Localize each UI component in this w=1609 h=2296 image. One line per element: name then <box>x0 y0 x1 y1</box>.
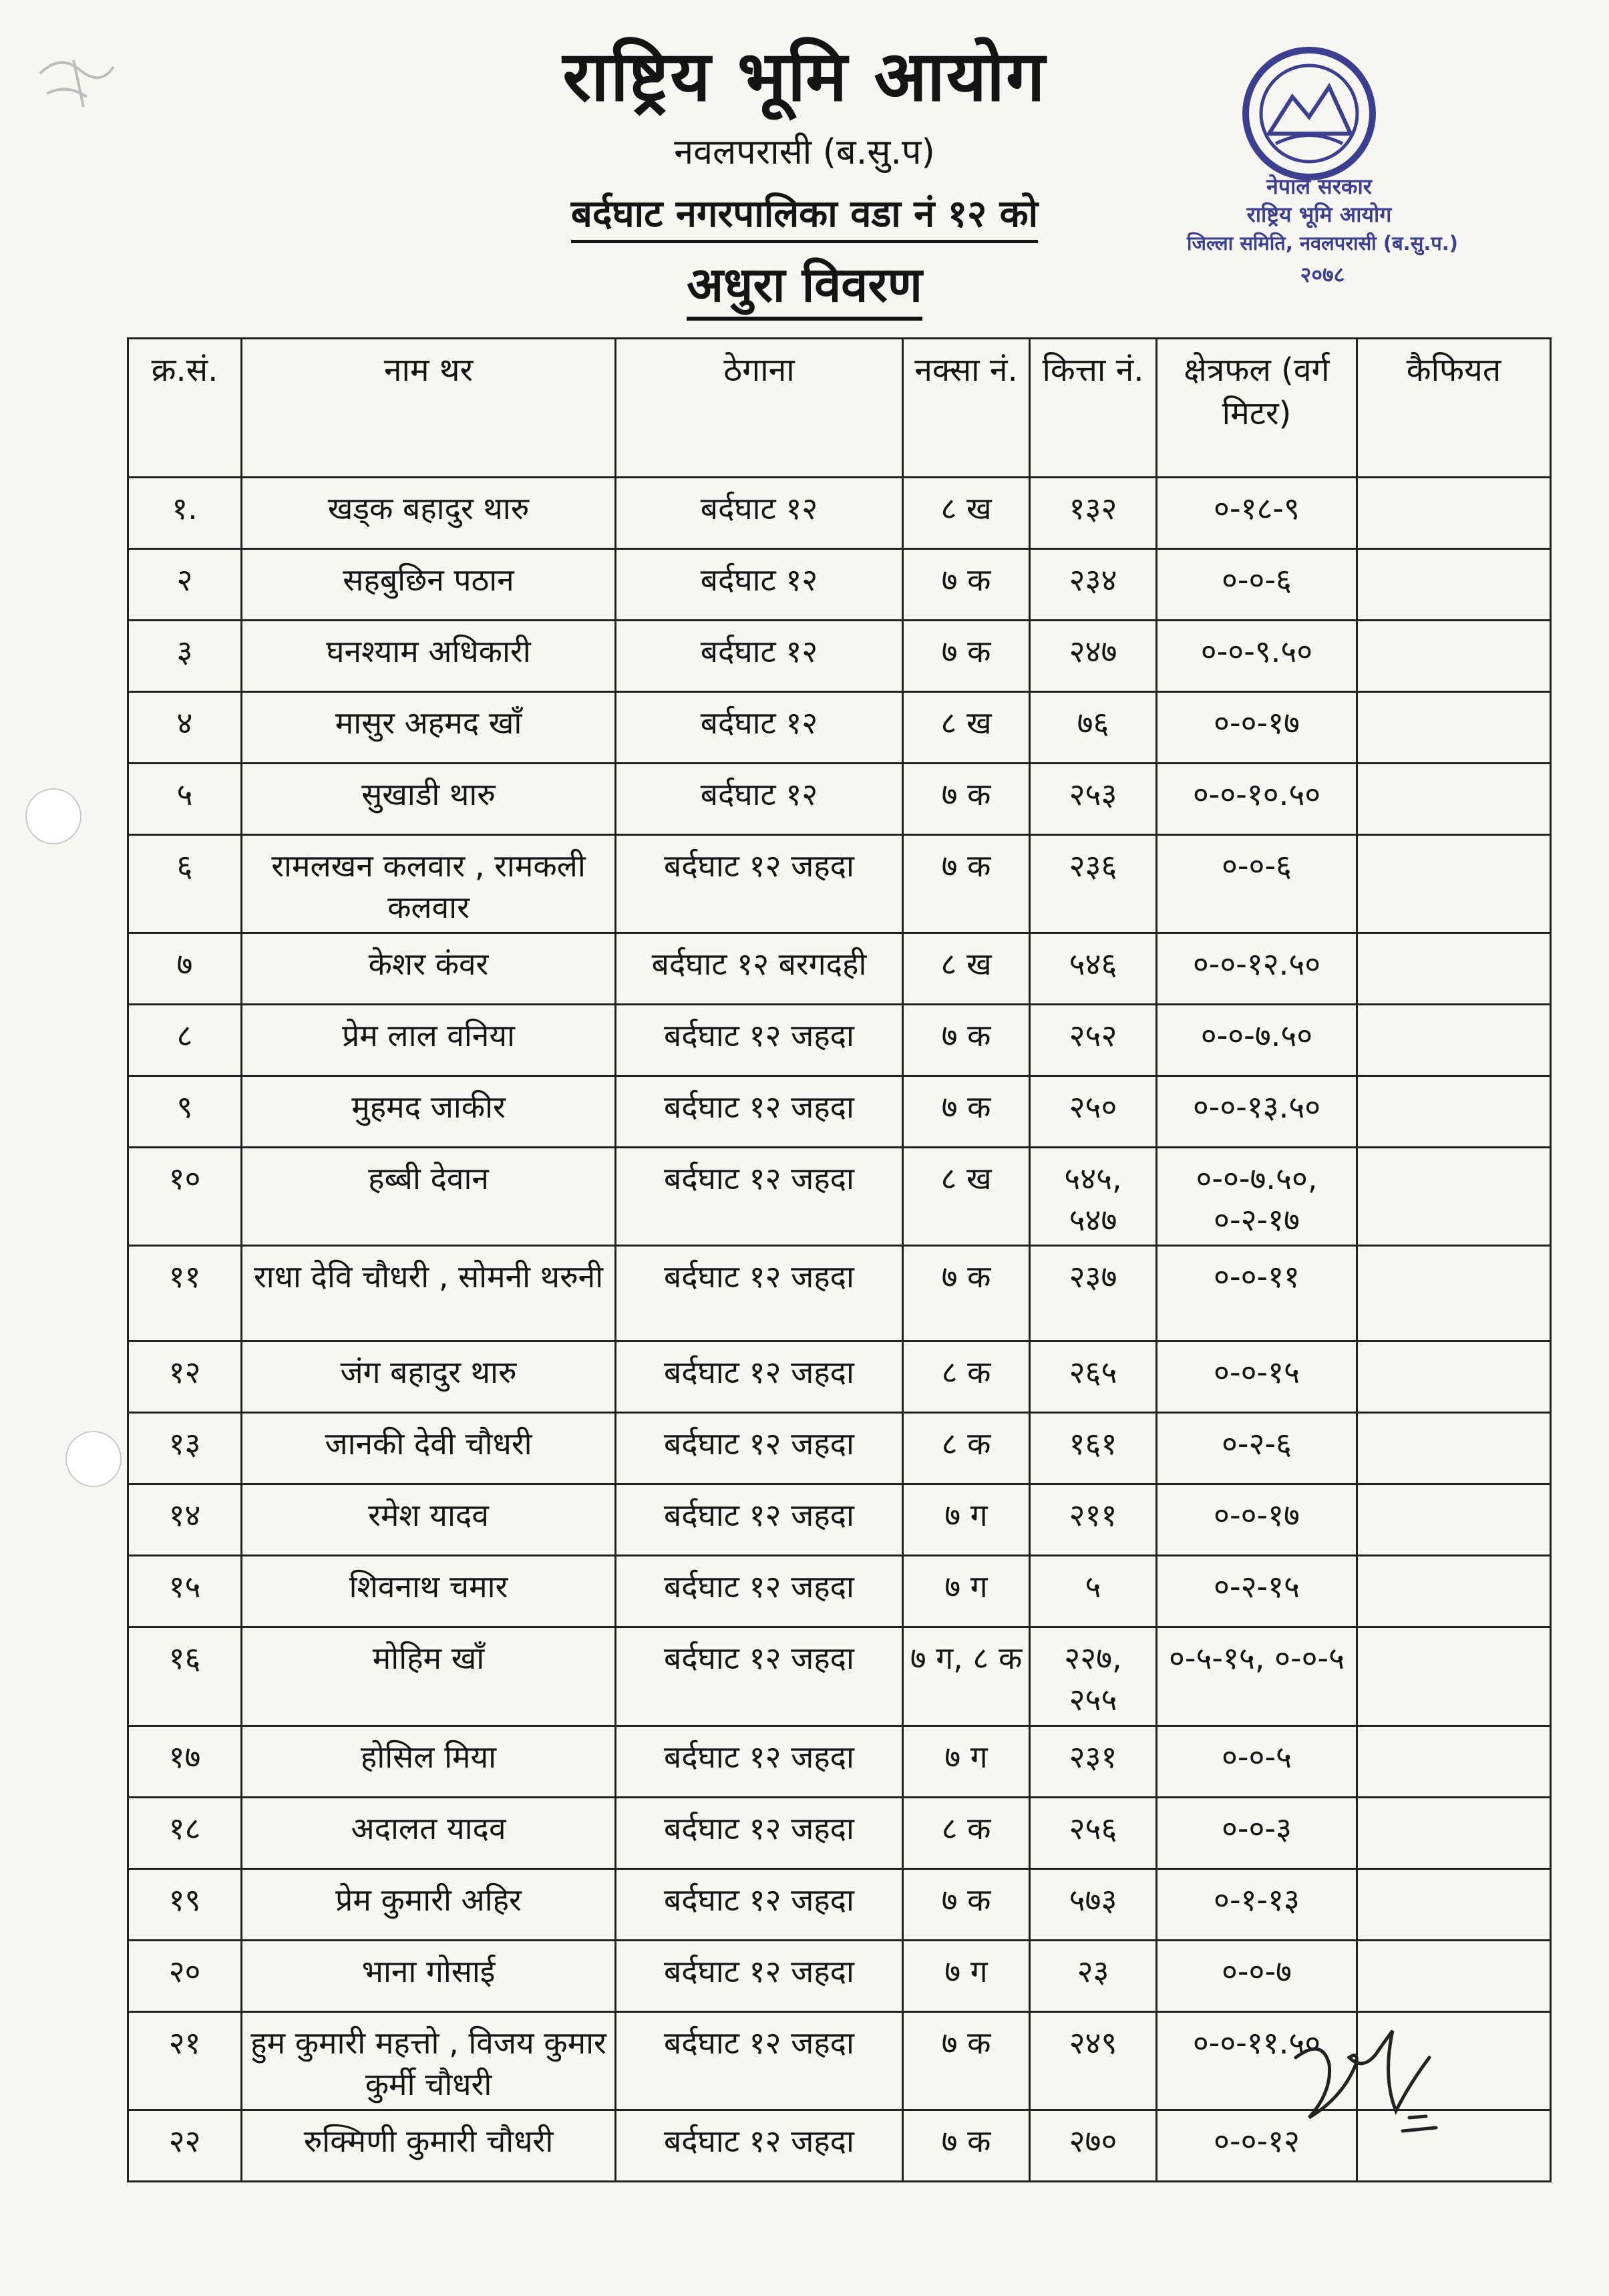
cell-name: भाना गोसाई <box>242 1940 616 2011</box>
cell-plot-no: १६१ <box>1030 1413 1157 1484</box>
cell-area: ०-०-१५ <box>1157 1341 1357 1413</box>
cell-remarks <box>1357 933 1551 1005</box>
cell-address: बर्दघाट १२ <box>616 621 903 692</box>
cell-area: ०-१८-९ <box>1157 478 1357 549</box>
cell-sn: २१ <box>128 2011 242 2110</box>
cell-address: बर्दघाट १२ <box>616 764 903 835</box>
table-row <box>128 692 1551 764</box>
cell-address: बर्दघाट १२ जहदा <box>616 1413 903 1484</box>
cell-remarks <box>1357 549 1551 621</box>
seal-year: २०७८ <box>1300 262 1345 287</box>
cell-name: अदालत यादव <box>242 1797 616 1868</box>
cell-plot-no: २३ <box>1030 1940 1157 2011</box>
cell-name: हुम कुमारी महत्तो , विजय कुमार कुर्मी चौधरी <box>242 2011 616 2110</box>
cell-sn: ७ <box>128 933 242 1005</box>
cell-map-no: ७ क <box>903 1005 1030 1076</box>
cell-plot-no: २२७, २५५ <box>1030 1627 1157 1726</box>
incomplete-records-table <box>127 337 1552 2182</box>
cell-area: ०-०-१०.५० <box>1157 764 1357 835</box>
official-seal <box>1176 33 1469 301</box>
cell-sn: २ <box>128 549 242 621</box>
cell-area: ०-१-१३ <box>1157 1868 1357 1940</box>
cell-plot-no: २४९ <box>1030 2011 1157 2110</box>
header-area: क्षेत्रफल (वर्ग मिटर) <box>1157 339 1357 478</box>
cell-remarks <box>1357 1556 1551 1627</box>
table-row <box>128 478 1551 549</box>
cell-area: ०-०-७ <box>1157 1940 1357 2011</box>
punch-hole-upper <box>25 788 81 844</box>
cell-address: बर्दघाट १२ जहदा <box>616 1797 903 1868</box>
cell-name: केशर कंवर <box>242 933 616 1005</box>
cell-remarks <box>1357 1341 1551 1413</box>
cell-name: होसिल मिया <box>242 1726 616 1797</box>
header-sn: क्र.सं. <box>128 339 242 478</box>
cell-remarks <box>1357 1797 1551 1868</box>
document-title-text: अधुरा विवरण <box>687 257 922 321</box>
cell-plot-no: २५६ <box>1030 1797 1157 1868</box>
cell-map-no: ७ ग <box>903 1484 1030 1556</box>
cell-sn: ३ <box>128 621 242 692</box>
cell-area: ०-०-६ <box>1157 835 1357 933</box>
cell-sn: १. <box>128 478 242 549</box>
cell-area: ०-०-१२.५० <box>1157 933 1357 1005</box>
cell-name: घनश्याम अधिकारी <box>242 621 616 692</box>
cell-address: बर्दघाट १२ जहदा <box>616 1148 903 1246</box>
cell-map-no: ७ क <box>903 835 1030 933</box>
cell-plot-no: २७० <box>1030 2110 1157 2181</box>
cell-name: मोहिम खाँ <box>242 1627 616 1726</box>
handwritten-signature <box>1282 2017 1483 2151</box>
cell-plot-no: २५२ <box>1030 1005 1157 1076</box>
cell-remarks <box>1357 1726 1551 1797</box>
seal-line-3: जिल्ला समिति, नवलपरासी (ब.सु.प.) <box>1186 232 1459 255</box>
cell-area: ०-०-१७ <box>1157 1484 1357 1556</box>
table-row <box>128 621 1551 692</box>
cell-name: हब्बी देवान <box>242 1148 616 1246</box>
cell-remarks <box>1357 478 1551 549</box>
table-body <box>128 478 1551 2182</box>
table-row <box>128 1627 1551 1726</box>
cell-sn: २० <box>128 1940 242 2011</box>
cell-remarks <box>1357 1246 1551 1341</box>
cell-plot-no: ५७३ <box>1030 1868 1157 1940</box>
cell-plot-no: २११ <box>1030 1484 1157 1556</box>
table-row <box>128 933 1551 1005</box>
cell-name: प्रेम कुमारी अहिर <box>242 1868 616 1940</box>
cell-name: सुखाडी थारु <box>242 764 616 835</box>
cell-sn: ४ <box>128 692 242 764</box>
cell-sn: १८ <box>128 1797 242 1868</box>
cell-name: रमेश यादव <box>242 1484 616 1556</box>
cell-map-no: ८ ख <box>903 933 1030 1005</box>
cell-area: ०-०-७.५०, ०-२-१७ <box>1157 1148 1357 1246</box>
cell-area: ०-०-६ <box>1157 549 1357 621</box>
cell-address: बर्दघाट १२ बरगदही <box>616 933 903 1005</box>
cell-address: बर्दघाट १२ जहदा <box>616 835 903 933</box>
cell-address: बर्दघाट १२ जहदा <box>616 1005 903 1076</box>
cell-map-no: ७ क <box>903 1076 1030 1148</box>
cell-name: सहबुछिन पठान <box>242 549 616 621</box>
cell-sn: १५ <box>128 1556 242 1627</box>
cell-address: बर्दघाट १२ जहदा <box>616 2110 903 2181</box>
cell-sn: २२ <box>128 2110 242 2181</box>
cell-sn: १४ <box>128 1484 242 1556</box>
cell-remarks <box>1357 1868 1551 1940</box>
table-row <box>128 1413 1551 1484</box>
cell-map-no: ७ ग, ८ क <box>903 1627 1030 1726</box>
cell-area: ०-२-६ <box>1157 1413 1357 1484</box>
cell-address: बर्दघाट १२ जहदा <box>616 1868 903 1940</box>
cell-name: जानकी देवी चौधरी <box>242 1413 616 1484</box>
cell-map-no: ८ क <box>903 1341 1030 1413</box>
header-plot-no: कित्ता नं. <box>1030 339 1157 478</box>
cell-name: मासुर अहमद खाँ <box>242 692 616 764</box>
cell-plot-no: २३७ <box>1030 1246 1157 1341</box>
table-row <box>128 1246 1551 1341</box>
cell-address: बर्दघाट १२ जहदा <box>616 1726 903 1797</box>
cell-area: ०-०-११.५० <box>1157 2011 1357 2110</box>
table-row <box>128 764 1551 835</box>
cell-sn: ५ <box>128 764 242 835</box>
cell-name: रुक्मिणी कुमारी चौधरी <box>242 2110 616 2181</box>
header-remarks: कैफियत <box>1357 339 1551 478</box>
table-row <box>128 1484 1551 1556</box>
cell-area: ०-५-१५, ०-०-५ <box>1157 1627 1357 1726</box>
cell-area: ०-०-१३.५० <box>1157 1076 1357 1148</box>
punch-hole-lower <box>65 1431 122 1487</box>
cell-remarks <box>1357 1940 1551 2011</box>
cell-sn: १६ <box>128 1627 242 1726</box>
table-row <box>128 835 1551 933</box>
cell-sn: ९ <box>128 1076 242 1148</box>
cell-map-no: ७ क <box>903 1246 1030 1341</box>
cell-area: ०-०-११ <box>1157 1246 1357 1341</box>
cell-address: बर्दघाट १२ जहदा <box>616 1246 903 1341</box>
cell-plot-no: ५४५, ५४७ <box>1030 1148 1157 1246</box>
cell-plot-no: २३१ <box>1030 1726 1157 1797</box>
cell-remarks <box>1357 1148 1551 1246</box>
cell-sn: ११ <box>128 1246 242 1341</box>
cell-plot-no: ७६ <box>1030 692 1157 764</box>
cell-remarks <box>1357 1413 1551 1484</box>
seal-line-1: नेपाल सरकार <box>1266 174 1372 199</box>
table-row <box>128 1868 1551 1940</box>
cell-remarks <box>1357 764 1551 835</box>
table-row <box>128 1726 1551 1797</box>
cell-plot-no: ५४६ <box>1030 933 1157 1005</box>
cell-area: ०-०-९.५० <box>1157 621 1357 692</box>
table-row <box>128 1940 1551 2011</box>
cell-address: बर्दघाट १२ जहदा <box>616 1627 903 1726</box>
table-row <box>128 1076 1551 1148</box>
cell-plot-no: २३४ <box>1030 549 1157 621</box>
cell-remarks <box>1357 835 1551 933</box>
cell-area: ०-०-५ <box>1157 1726 1357 1797</box>
cell-sn: १३ <box>128 1413 242 1484</box>
cell-area: ०-०-७.५० <box>1157 1005 1357 1076</box>
cell-plot-no: २४७ <box>1030 621 1157 692</box>
table-row <box>128 1005 1551 1076</box>
table-row <box>128 1148 1551 1246</box>
cell-map-no: ७ क <box>903 764 1030 835</box>
cell-plot-no: १३२ <box>1030 478 1157 549</box>
cell-address: बर्दघाट १२ <box>616 692 903 764</box>
header-address: ठेगाना <box>616 339 903 478</box>
cell-sn: १७ <box>128 1726 242 1797</box>
ward-subtitle-text: बर्दघाट नगरपालिका वडा नं १२ को <box>571 192 1038 243</box>
table-row <box>128 1556 1551 1627</box>
cell-address: बर्दघाट १२ <box>616 549 903 621</box>
cell-remarks <box>1357 1005 1551 1076</box>
cell-map-no: ८ ख <box>903 478 1030 549</box>
cell-map-no: ७ ग <box>903 1556 1030 1627</box>
table-row <box>128 1341 1551 1413</box>
cell-address: बर्दघाट १२ <box>616 478 903 549</box>
cell-remarks <box>1357 1076 1551 1148</box>
table-row <box>128 549 1551 621</box>
cell-area: ०-०-३ <box>1157 1797 1357 1868</box>
cell-map-no: ७ क <box>903 2110 1030 2181</box>
cell-plot-no: २५३ <box>1030 764 1157 835</box>
cell-sn: १९ <box>128 1868 242 1940</box>
header-name: नाम थर <box>242 339 616 478</box>
cell-remarks <box>1357 692 1551 764</box>
table-header-row <box>128 339 1551 478</box>
cell-map-no: ८ ख <box>903 692 1030 764</box>
cell-map-no: ७ ग <box>903 1940 1030 2011</box>
cell-remarks <box>1357 621 1551 692</box>
cell-plot-no: २५० <box>1030 1076 1157 1148</box>
cell-name: मुहमद जाकीर <box>242 1076 616 1148</box>
table-row <box>128 1797 1551 1868</box>
cell-plot-no: २६५ <box>1030 1341 1157 1413</box>
cell-remarks <box>1357 1484 1551 1556</box>
cell-map-no: ७ क <box>903 2011 1030 2110</box>
cell-area: ०-०-१७ <box>1157 692 1357 764</box>
cell-map-no: ७ क <box>903 1868 1030 1940</box>
cell-sn: १२ <box>128 1341 242 1413</box>
cell-sn: ८ <box>128 1005 242 1076</box>
cell-area: ०-२-१५ <box>1157 1556 1357 1627</box>
cell-name: खड्क बहादुर थारु <box>242 478 616 549</box>
cell-area: ०-०-१२ <box>1157 2110 1357 2181</box>
cell-map-no: ८ क <box>903 1413 1030 1484</box>
cell-map-no: ८ ख <box>903 1148 1030 1246</box>
district-line: नवलपरासी (ब.सु.प) <box>674 132 935 172</box>
cell-sn: १० <box>128 1148 242 1246</box>
cell-map-no: ७ ग <box>903 1726 1030 1797</box>
cell-remarks <box>1357 1627 1551 1726</box>
cell-address: बर्दघाट १२ जहदा <box>616 1484 903 1556</box>
cell-plot-no: २३६ <box>1030 835 1157 933</box>
office-title: राष्ट्रिय भूमि आयोग <box>562 35 1047 117</box>
cell-address: बर्दघाट १२ जहदा <box>616 1341 903 1413</box>
cell-map-no: ७ क <box>903 621 1030 692</box>
header-map-no: नक्सा नं. <box>903 339 1030 478</box>
cell-map-no: ८ क <box>903 1797 1030 1868</box>
cell-name: शिवनाथ चमार <box>242 1556 616 1627</box>
cell-name: राधा देवि चौधरी , सोमनी थरुनी <box>242 1246 616 1341</box>
cell-plot-no: ५ <box>1030 1556 1157 1627</box>
cell-address: बर्दघाट १२ जहदा <box>616 1556 903 1627</box>
cell-name: प्रेम लाल वनिया <box>242 1005 616 1076</box>
cell-address: बर्दघाट १२ जहदा <box>616 1076 903 1148</box>
seal-line-2: राष्ट्रिय भूमि आयोग <box>1246 202 1392 227</box>
cell-name: जंग बहादुर थारु <box>242 1341 616 1413</box>
cell-address: बर्दघाट १२ जहदा <box>616 2011 903 2110</box>
cell-sn: ६ <box>128 835 242 933</box>
cell-address: बर्दघाट १२ जहदा <box>616 1940 903 2011</box>
cell-name: रामलखन कलवार , रामकली कलवार <box>242 835 616 933</box>
cell-map-no: ७ क <box>903 549 1030 621</box>
